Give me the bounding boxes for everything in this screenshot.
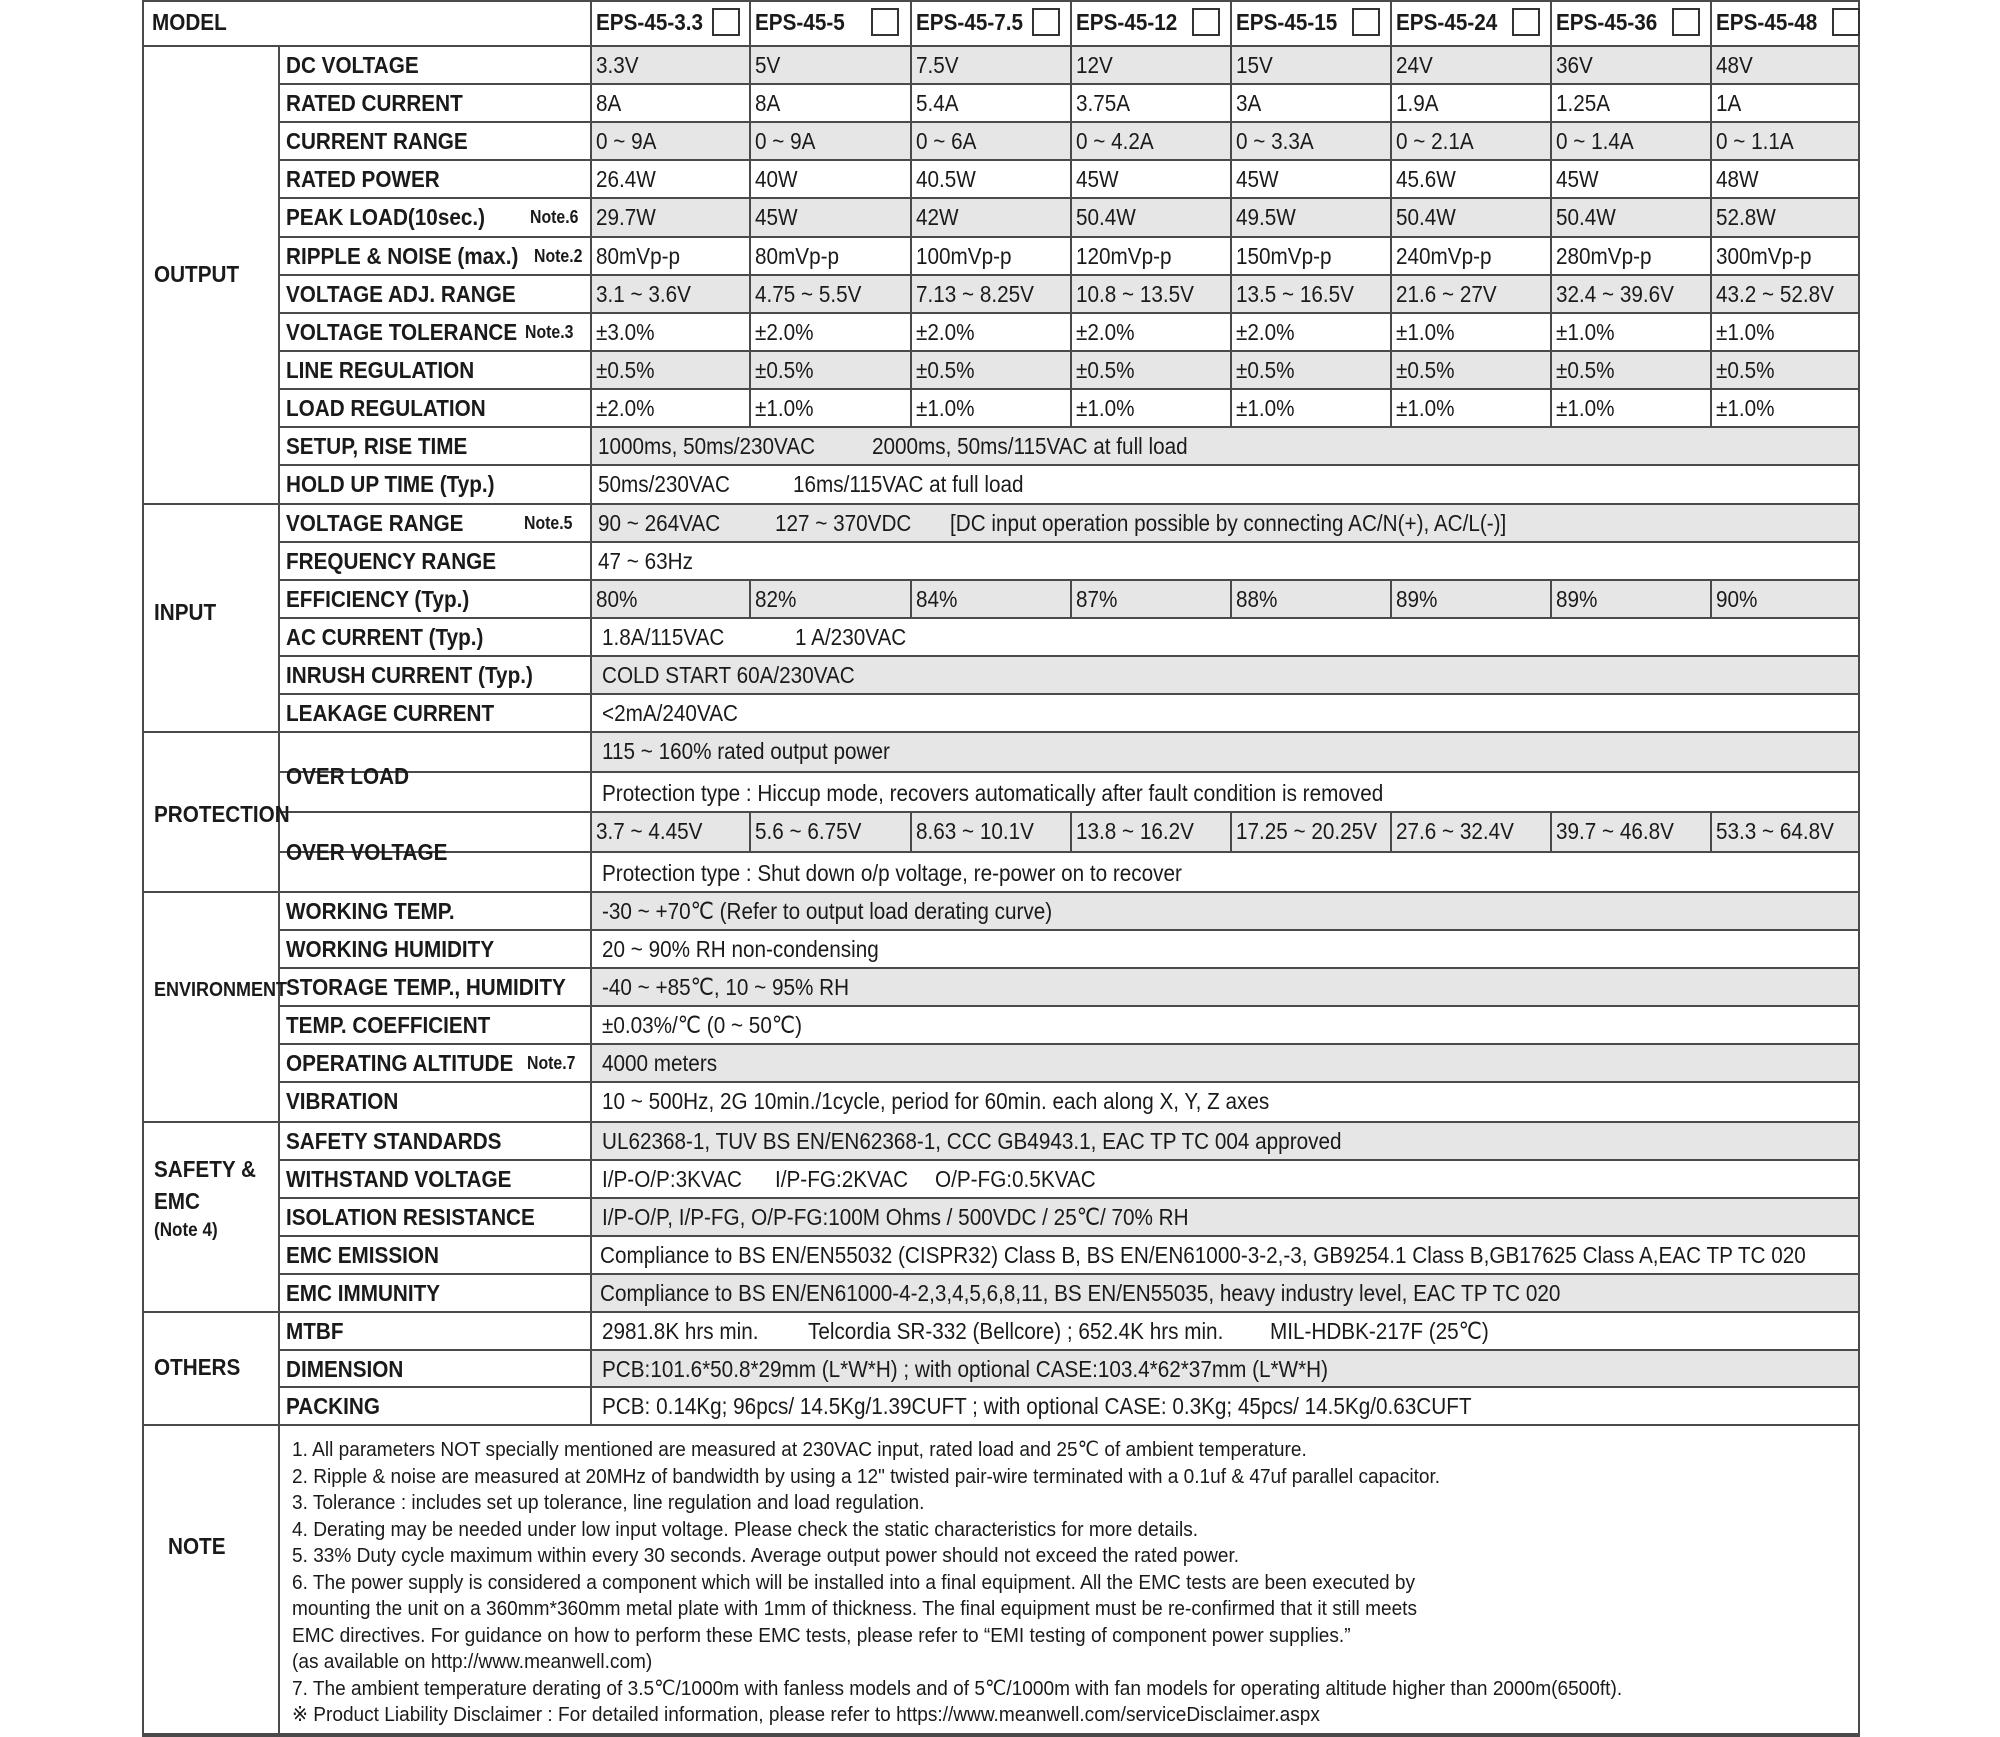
value-load-reg: ±1.0%: [1076, 395, 1135, 421]
group-safety-note: (Note 4): [154, 1220, 218, 1241]
value-eff: 87%: [1076, 586, 1118, 612]
row-label-vadj: VOLTAGE ADJ. RANGE: [286, 281, 516, 307]
value-eff: 89%: [1396, 586, 1438, 612]
value-peak-load: 29.7W: [596, 204, 656, 230]
grid-line: [278, 1273, 1860, 1275]
row-label-stemp: STORAGE TEMP., HUMIDITY: [286, 974, 566, 1000]
model-checkbox[interactable]: [712, 8, 740, 36]
value-ripple: 240mVp-p: [1396, 243, 1492, 269]
model-name: EPS-45-7.5: [916, 9, 1024, 35]
value-line-reg: ±0.5%: [916, 357, 975, 383]
value-immunity: Compliance to BS EN/EN61000-4-2,3,4,5,6,8,11, BS EN/EN55035, heavy industry level, EAC TP TC 020: [600, 1280, 1561, 1306]
value-overvoltage: 27.6 ~ 32.4V: [1396, 818, 1514, 844]
model-name: EPS-45-5: [755, 9, 845, 35]
value-peak-load: 50.4W: [1076, 204, 1136, 230]
grid-line: [278, 1081, 1860, 1083]
model-checkbox[interactable]: [1512, 8, 1540, 36]
note-2: 2. Ripple & noise are measured at 20MHz of bandwidth by using a 12" twisted pair-wire terminated with a 0.1uf & 47uf parallel capacitor.: [292, 1464, 1441, 1488]
group-output: OUTPUT: [154, 261, 240, 287]
spec-sheet: [142, 0, 1860, 1735]
value-ripple: 100mVp-p: [916, 243, 1012, 269]
note-6: 6. The power supply is considered a component which will be installed into a final equipment. All the EMC tests are been executed by: [292, 1570, 1416, 1594]
value-tcoef: ±0.03%/℃ (0 ~ 50℃): [602, 1012, 802, 1038]
value-rated-power: 40W: [755, 166, 798, 192]
model-checkbox[interactable]: [1352, 8, 1380, 36]
note-ref: Note.6: [530, 207, 579, 227]
value-peak-load: 42W: [916, 204, 959, 230]
value-vadj: 43.2 ~ 52.8V: [1716, 281, 1834, 307]
grid-line: [1230, 0, 1232, 426]
note-ref: Note.5: [524, 513, 573, 533]
row-label-leakage: LEAKAGE CURRENT: [286, 700, 495, 726]
notes-list: [292, 1437, 1724, 1729]
grid-line: [278, 159, 1860, 161]
value-rated-power: 48W: [1716, 166, 1759, 192]
value-setup-2: 2000ms, 50ms/115VAC at full load: [872, 433, 1188, 459]
row-label-vtol: VOLTAGE TOLERANCE: [286, 319, 518, 345]
row-label-dc-voltage: DC VOLTAGE: [286, 52, 419, 78]
disclaimer: ※ Product Liability Disclaimer : For detailed information, please refer to https://www.meanwell.com/serviceDisclaimer.aspx: [292, 1703, 1320, 1726]
row-label-emission: EMC EMISSION: [286, 1242, 439, 1268]
row-label-ac-current: AC CURRENT (Typ.): [286, 624, 484, 650]
value-load-reg: ±1.0%: [1396, 395, 1455, 421]
note-6-cont-3: (as available on http://www.meanwell.com): [292, 1650, 653, 1673]
row-label-peak-load: PEAK LOAD(10sec.): [286, 204, 486, 230]
row-label-withstand: WITHSTAND VOLTAGE: [286, 1166, 512, 1192]
grid-line: [278, 350, 1860, 352]
value-rated-current: 1.25A: [1556, 90, 1611, 116]
value-dc-voltage: 3.3V: [596, 52, 639, 78]
value-dc-voltage: 5V: [755, 52, 781, 78]
value-dc-voltage: 7.5V: [916, 52, 959, 78]
value-line-reg: ±0.5%: [596, 357, 655, 383]
value-eff: 84%: [916, 586, 958, 612]
value-vadj: 7.13 ~ 8.25V: [916, 281, 1034, 307]
grid-line: [278, 1349, 1860, 1351]
grid-line: [278, 811, 1860, 813]
value-overvoltage-2: Protection type : Shut down o/p voltage, re-power on to recover: [602, 860, 1182, 886]
value-load-reg: ±2.0%: [596, 395, 655, 421]
row-label-ripple: RIPPLE & NOISE (max.): [286, 243, 519, 269]
value-rated-power: 45W: [1076, 166, 1119, 192]
header-model-label: MODEL: [152, 9, 227, 35]
grid-line: [278, 45, 280, 1735]
model-name: EPS-45-36: [1556, 9, 1658, 35]
value-eff: 80%: [596, 586, 638, 612]
value-mtbf-3: MIL-HDBK-217F (25℃): [1270, 1318, 1489, 1344]
value-vtol: ±1.0%: [1396, 319, 1455, 345]
grid-line: [749, 579, 751, 617]
grid-line: [278, 1121, 1860, 1123]
grid-line: [1390, 811, 1392, 851]
grid-line: [278, 503, 1860, 505]
group-emc: EMC: [154, 1188, 201, 1214]
model-name: EPS-45-12: [1076, 9, 1178, 35]
row-label-safety-std: SAFETY STANDARDS: [286, 1128, 502, 1154]
value-peak-load: 49.5W: [1236, 204, 1296, 230]
value-whum: 20 ~ 90% RH non-condensing: [602, 936, 879, 962]
value-vrange-2: 127 ~ 370VDC: [775, 510, 912, 536]
value-current-range: 0 ~ 4.2A: [1076, 128, 1154, 154]
value-overload-1: 115 ~ 160% rated output power: [602, 738, 890, 764]
value-eff: 82%: [755, 586, 797, 612]
grid-line: [1070, 811, 1072, 851]
grid-line: [278, 851, 1860, 853]
grid-line: [1550, 811, 1552, 851]
value-eff: 90%: [1716, 586, 1758, 612]
value-overvoltage: 13.8 ~ 16.2V: [1076, 818, 1194, 844]
value-vtol: ±1.0%: [1716, 319, 1775, 345]
value-vib: 10 ~ 500Hz, 2G 10min./1cycle, period for 60min. each along X, Y, Z axes: [602, 1088, 1270, 1114]
grid-line: [278, 197, 1860, 199]
row-shade: [590, 45, 1860, 83]
grid-line: [278, 617, 1860, 619]
value-dc-voltage: 15V: [1236, 52, 1273, 78]
value-rated-power: 45W: [1556, 166, 1599, 192]
grid-line: [278, 541, 1860, 543]
value-setup-1: 1000ms, 50ms/230VAC: [598, 433, 816, 459]
row-label-vib: VIBRATION: [286, 1088, 399, 1114]
value-packing: PCB: 0.14Kg; 96pcs/ 14.5Kg/1.39CUFT ; with optional CASE: 0.3Kg; 45pcs/ 14.5Kg/0.63CUFT: [602, 1393, 1472, 1419]
value-rated-power: 45W: [1236, 166, 1279, 192]
grid-line: [278, 929, 1860, 931]
value-line-reg: ±0.5%: [1076, 357, 1135, 383]
value-peak-load: 52.8W: [1716, 204, 1776, 230]
value-current-range: 0 ~ 6A: [916, 128, 977, 154]
grid-line: [1858, 0, 1860, 1735]
value-alt: 4000 meters: [602, 1050, 718, 1076]
grid-line: [278, 464, 1860, 466]
value-current-range: 0 ~ 1.1A: [1716, 128, 1794, 154]
value-load-reg: ±1.0%: [1716, 395, 1775, 421]
value-current-range: 0 ~ 3.3A: [1236, 128, 1314, 154]
grid-line: [278, 83, 1860, 85]
value-ac-current-1: 1.8A/115VAC: [602, 624, 725, 650]
model-checkbox[interactable]: [871, 8, 899, 36]
value-holdup-2: 16ms/115VAC at full load: [793, 471, 1024, 497]
value-peak-load: 45W: [755, 204, 798, 230]
grid-line: [278, 655, 1860, 657]
grid-line: [278, 1005, 1860, 1007]
value-load-reg: ±1.0%: [1556, 395, 1615, 421]
value-vtol: ±2.0%: [755, 319, 814, 345]
grid-line: [1390, 0, 1392, 426]
model-name: EPS-45-3.3: [596, 9, 704, 35]
grid-line: [910, 811, 912, 851]
grid-line: [278, 1424, 1860, 1426]
value-vadj: 10.8 ~ 13.5V: [1076, 281, 1194, 307]
value-mtbf-2: Telcordia SR-332 (Bellcore) ; 652.4K hrs min.: [808, 1318, 1224, 1344]
value-leakage: <2mA/240VAC: [602, 700, 738, 726]
row-label-current-range: CURRENT RANGE: [286, 128, 468, 154]
value-ripple: 300mVp-p: [1716, 243, 1812, 269]
value-inrush: COLD START 60A/230VAC: [602, 662, 855, 688]
row-label-mtbf: MTBF: [286, 1318, 344, 1344]
group-others: OTHERS: [154, 1354, 241, 1380]
note-ref: Note.2: [534, 246, 583, 266]
grid-line: [1070, 579, 1072, 617]
value-load-reg: ±1.0%: [1236, 395, 1295, 421]
value-mtbf-1: 2981.8K hrs min.: [602, 1318, 759, 1344]
grid-line: [278, 967, 1860, 969]
note-3: 3. Tolerance : includes set up tolerance, line regulation and load regulation.: [292, 1491, 925, 1514]
grid-line: [1550, 579, 1552, 617]
group-environment: ENVIRONMENT: [154, 979, 288, 1001]
grid-line: [142, 0, 144, 1735]
value-vtol: ±3.0%: [596, 319, 655, 345]
grid-line: [910, 0, 912, 426]
value-peak-load: 50.4W: [1556, 204, 1616, 230]
grid-line: [910, 579, 912, 617]
value-dc-voltage: 36V: [1556, 52, 1593, 78]
row-label-alt: OPERATING ALTITUDE: [286, 1050, 514, 1076]
row-shade: [590, 1043, 1860, 1081]
model-checkbox[interactable]: [1672, 8, 1700, 36]
value-dc-voltage: 12V: [1076, 52, 1113, 78]
grid-line: [1230, 579, 1232, 617]
value-holdup-1: 50ms/230VAC: [598, 471, 730, 497]
value-line-reg: ±0.5%: [1396, 357, 1455, 383]
value-ripple: 80mVp-p: [755, 243, 839, 269]
row-label-packing: PACKING: [286, 1393, 380, 1419]
grid-line: [278, 771, 1860, 773]
row-label-setup: SETUP, RISE TIME: [286, 433, 468, 459]
value-ripple: 150mVp-p: [1236, 243, 1332, 269]
value-line-reg: ±0.5%: [1236, 357, 1295, 383]
value-dimension: PCB:101.6*50.8*29mm (L*W*H) ; with optional CASE:103.4*62*37mm (L*W*H): [602, 1356, 1328, 1382]
value-vrange-3: [DC input operation possible by connecting AC/N(+), AC/L(-)]: [950, 510, 1507, 536]
row-label-line-reg: LINE REGULATION: [286, 357, 475, 383]
value-overvoltage: 39.7 ~ 46.8V: [1556, 818, 1674, 844]
row-label-freq: FREQUENCY RANGE: [286, 548, 497, 574]
grid-line: [1390, 579, 1392, 617]
value-overvoltage: 53.3 ~ 64.8V: [1716, 818, 1834, 844]
value-vtol: ±2.0%: [1236, 319, 1295, 345]
note-1: 1. All parameters NOT specially mentioned are measured at 230VAC input, rated load and 25℃ of ambient temperature.: [292, 1438, 1307, 1461]
note-4: 4. Derating may be needed under low input voltage. Please check the static characteristics for more details.: [292, 1517, 1199, 1541]
value-rated-current: 3A: [1236, 90, 1262, 116]
grid-line: [749, 811, 751, 851]
group-input: INPUT: [154, 599, 217, 625]
value-vrange-1: 90 ~ 264VAC: [598, 510, 721, 536]
value-rated-current: 1A: [1716, 90, 1742, 116]
note-7: 7. The ambient temperature derating of 3.5℃/1000m with fanless models and of 5℃/1000m with fan models for operating altitude higher than 2000m(6500ft).: [292, 1676, 1623, 1700]
value-ripple: 280mVp-p: [1556, 243, 1652, 269]
value-line-reg: ±0.5%: [1716, 357, 1775, 383]
row-label-rated-current: RATED CURRENT: [286, 90, 463, 116]
group-safety: SAFETY &: [154, 1156, 256, 1182]
model-name: EPS-45-48: [1716, 9, 1818, 35]
value-rated-power: 45.6W: [1396, 166, 1456, 192]
row-label-rated-power: RATED POWER: [286, 166, 440, 192]
grid-line: [278, 426, 1860, 428]
row-label-eff: EFFICIENCY (Typ.): [286, 586, 470, 612]
value-current-range: 0 ~ 1.4A: [1556, 128, 1634, 154]
row-label-holdup: HOLD UP TIME (Typ.): [286, 471, 495, 497]
value-current-range: 0 ~ 9A: [755, 128, 816, 154]
value-vadj: 21.6 ~ 27V: [1396, 281, 1497, 307]
value-vadj: 3.1 ~ 3.6V: [596, 281, 691, 307]
grid-line: [590, 0, 592, 1424]
grid-line: [278, 274, 1860, 276]
value-vadj: 13.5 ~ 16.5V: [1236, 281, 1354, 307]
value-ripple: 80mVp-p: [596, 243, 680, 269]
grid-line: [278, 121, 1860, 123]
note-6-cont-1: mounting the unit on a 360mm*360mm metal plate with 1mm of thickness. The final equipment must be re-confirmed that it still meets: [292, 1597, 1418, 1620]
value-load-reg: ±1.0%: [916, 395, 975, 421]
grid-line: [1710, 0, 1712, 426]
value-vadj: 4.75 ~ 5.5V: [755, 281, 862, 307]
value-rated-current: 3.75A: [1076, 90, 1131, 116]
grid-line: [278, 45, 1860, 47]
model-checkbox[interactable]: [1032, 8, 1060, 36]
row-label-iso: ISOLATION RESISTANCE: [286, 1204, 535, 1230]
grid-line: [278, 236, 1860, 238]
value-rated-current: 8A: [596, 90, 622, 116]
grid-line: [1550, 0, 1552, 426]
grid-line: [278, 693, 1860, 695]
row-label-wtemp: WORKING TEMP.: [286, 898, 455, 924]
value-withstand-2: I/P-FG:2KVAC: [775, 1166, 909, 1192]
value-peak-load: 50.4W: [1396, 204, 1456, 230]
value-current-range: 0 ~ 2.1A: [1396, 128, 1474, 154]
row-label-inrush: INRUSH CURRENT (Typ.): [286, 662, 533, 688]
value-eff: 88%: [1236, 586, 1278, 612]
grid-line: [1230, 811, 1232, 851]
value-vtol: ±1.0%: [1556, 319, 1615, 345]
value-current-range: 0 ~ 9A: [596, 128, 657, 154]
grid-line: [278, 579, 1860, 581]
grid-line: [278, 1235, 1860, 1237]
grid-line: [278, 388, 1860, 390]
group-note: NOTE: [168, 1533, 226, 1559]
row-label-tcoef: TEMP. COEFFICIENT: [286, 1012, 491, 1038]
grid-line: [1710, 579, 1712, 617]
value-dc-voltage: 48V: [1716, 52, 1753, 78]
row-label-whum: WORKING HUMIDITY: [286, 936, 495, 962]
model-name: EPS-45-24: [1396, 9, 1498, 35]
row-label-overload: OVER LOAD: [286, 763, 410, 789]
value-overload-2: Protection type : Hiccup mode, recovers automatically after fault condition is removed: [602, 780, 1384, 806]
value-rated-current: 5.4A: [916, 90, 959, 116]
model-checkbox[interactable]: [1832, 8, 1860, 36]
value-overvoltage: 8.63 ~ 10.1V: [916, 818, 1034, 844]
value-rated-power: 26.4W: [596, 166, 656, 192]
value-freq: 47 ~ 63Hz: [598, 548, 693, 574]
value-withstand-1: I/P-O/P:3KVAC: [602, 1166, 742, 1192]
grid-line: [278, 1159, 1860, 1161]
value-rated-current: 8A: [755, 90, 781, 116]
value-iso: I/P-O/P, I/P-FG, O/P-FG:100M Ohms / 500VDC / 25℃/ 70% RH: [602, 1204, 1189, 1230]
value-overvoltage: 5.6 ~ 6.75V: [755, 818, 862, 844]
value-safety-std: UL62368-1, TUV BS EN/EN62368-1, CCC GB4943.1, EAC TP TC 004 approved: [602, 1128, 1342, 1154]
value-load-reg: ±1.0%: [755, 395, 814, 421]
model-name: EPS-45-15: [1236, 9, 1338, 35]
value-wtemp: -30 ~ +70℃ (Refer to output load derating curve): [602, 898, 1053, 924]
value-rated-current: 1.9A: [1396, 90, 1439, 116]
value-line-reg: ±0.5%: [1556, 357, 1615, 383]
value-ac-current-2: 1 A/230VAC: [795, 624, 907, 650]
value-overvoltage: 17.25 ~ 20.25V: [1236, 818, 1378, 844]
value-withstand-3: O/P-FG:0.5KVAC: [935, 1166, 1096, 1192]
grid-line: [278, 891, 1860, 893]
value-vtol: ±2.0%: [1076, 319, 1135, 345]
grid-line: [1070, 0, 1072, 426]
note-5: 5. 33% Duty cycle maximum within every 30 seconds. Average output power should not exceed the rated power.: [292, 1544, 1240, 1567]
grid-line: [278, 1311, 1860, 1313]
value-stemp: -40 ~ +85℃, 10 ~ 95% RH: [602, 974, 850, 1000]
grid-line: [278, 312, 1860, 314]
note-6-cont-2: EMC directives. For guidance on how to perform these EMC tests, please refer to “EMI testing of component power supplies.”: [292, 1623, 1351, 1647]
value-eff: 89%: [1556, 586, 1598, 612]
grid-line: [278, 731, 1860, 733]
group-protection: PROTECTION: [154, 801, 290, 827]
grid-line: [278, 1043, 1860, 1045]
row-label-dimension: DIMENSION: [286, 1356, 404, 1382]
value-vadj: 32.4 ~ 39.6V: [1556, 281, 1674, 307]
value-emission: Compliance to BS EN/EN55032 (CISPR32) Class B, BS EN/EN61000-3-2,-3, GB9254.1 Class B,GB17625 Class A,EAC TP TC 020: [600, 1242, 1806, 1268]
grid-line: [278, 1197, 1860, 1199]
grid-line: [1710, 811, 1712, 851]
grid-line: [749, 0, 751, 426]
row-label-immunity: EMC IMMUNITY: [286, 1280, 441, 1306]
value-dc-voltage: 24V: [1396, 52, 1433, 78]
value-overvoltage: 3.7 ~ 4.45V: [596, 818, 703, 844]
row-label-overvoltage: OVER VOLTAGE: [286, 839, 448, 865]
note-ref: Note.7: [527, 1053, 576, 1073]
value-ripple: 120mVp-p: [1076, 243, 1172, 269]
model-checkbox[interactable]: [1192, 8, 1220, 36]
value-rated-power: 40.5W: [916, 166, 976, 192]
row-label-load-reg: LOAD REGULATION: [286, 395, 486, 421]
note-ref: Note.3: [525, 322, 574, 342]
value-line-reg: ±0.5%: [755, 357, 814, 383]
row-label-vrange: VOLTAGE RANGE: [286, 510, 464, 536]
grid-line: [142, 0, 1860, 2]
grid-line: [278, 1386, 1860, 1388]
value-vtol: ±2.0%: [916, 319, 975, 345]
